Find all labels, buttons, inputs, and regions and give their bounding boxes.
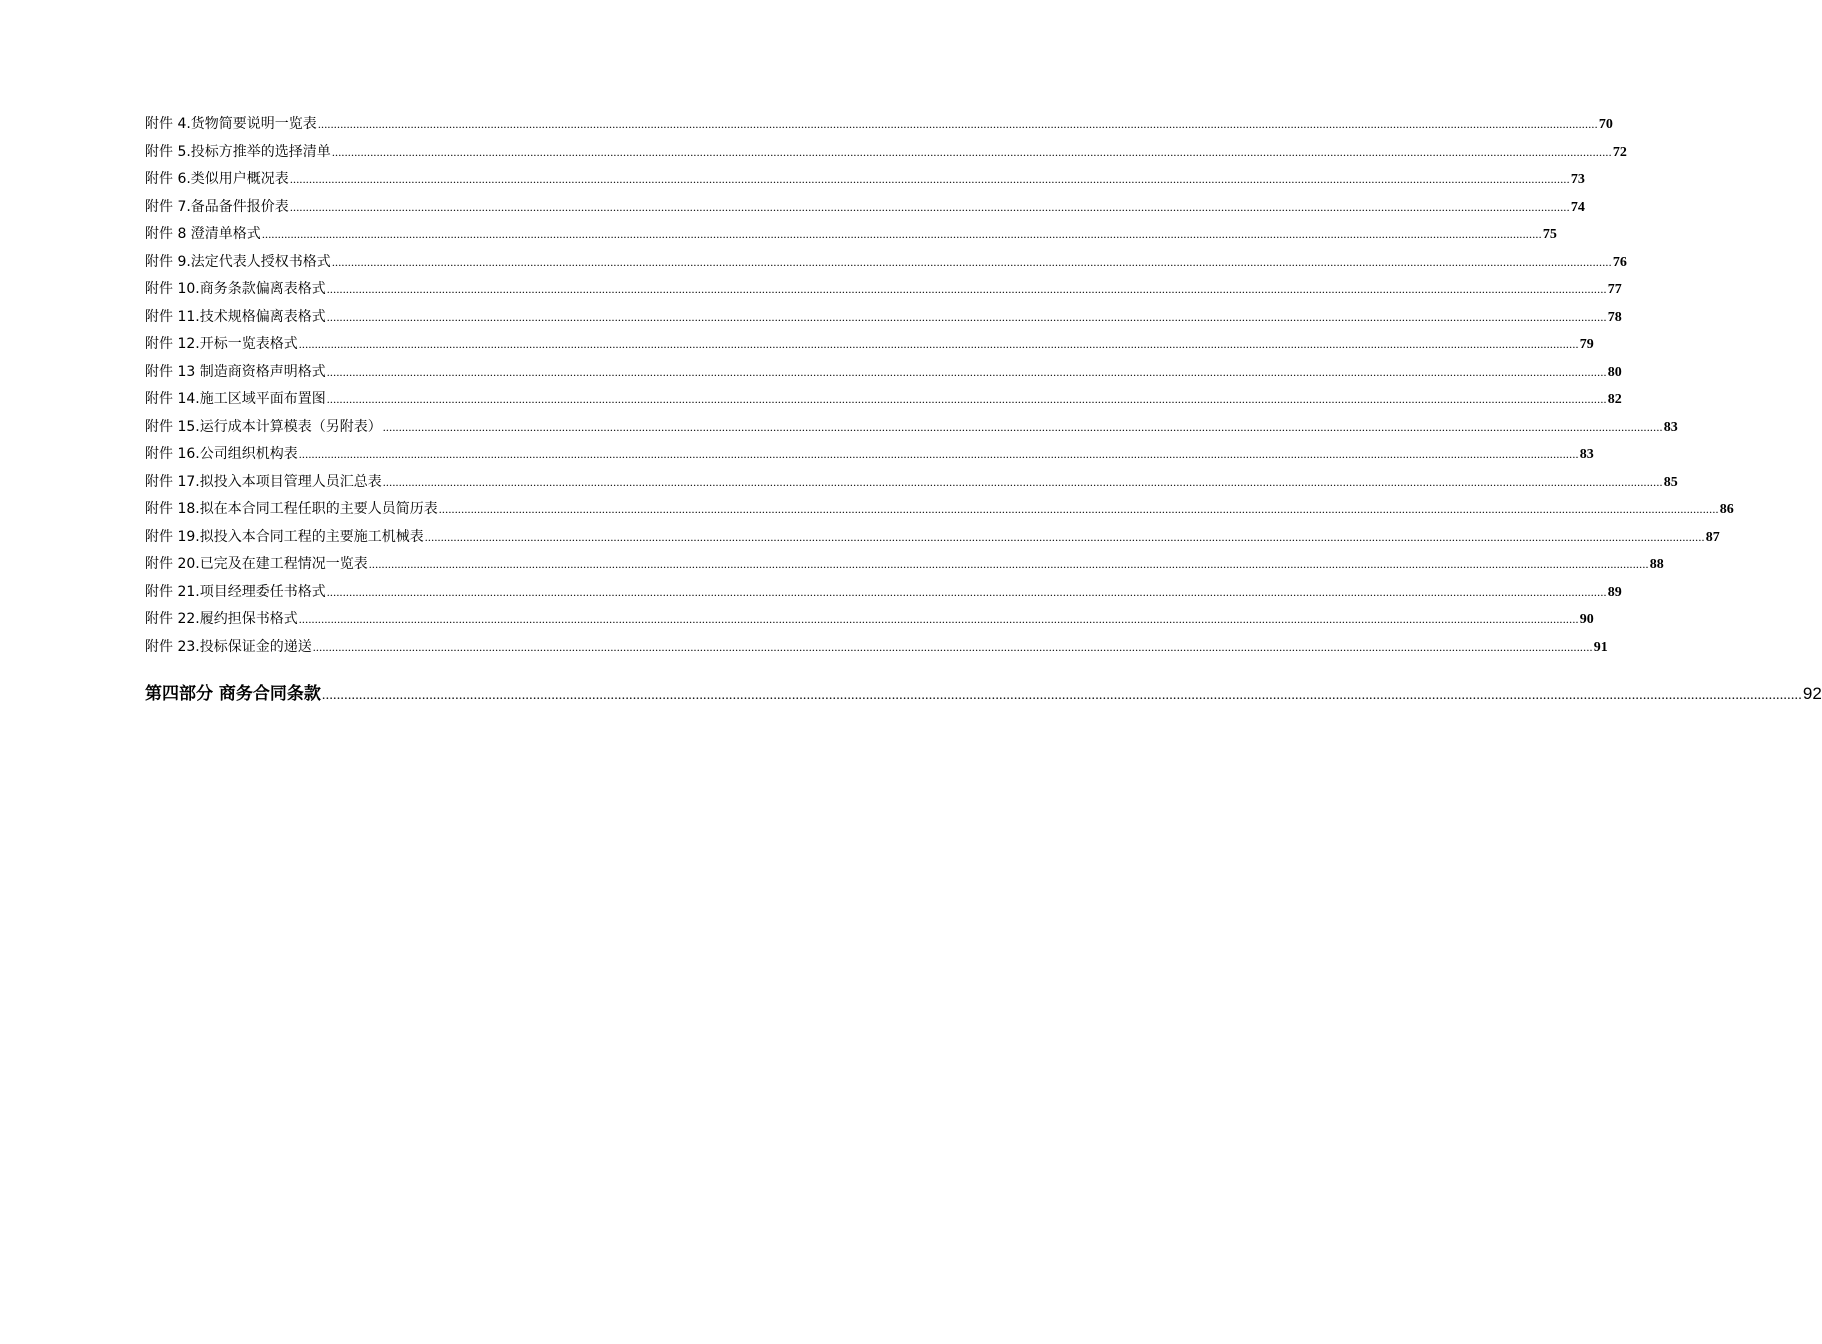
toc-entry-label: 附件 22.履约担保书格式 xyxy=(145,611,298,627)
toc-entry-page-number: 73 xyxy=(1570,172,1585,187)
toc-entry-page-number: 79 xyxy=(1579,337,1594,352)
toc-entry[interactable] xyxy=(145,634,1608,662)
toc-entry-page-number: 87 xyxy=(1705,529,1720,545)
toc-entry[interactable] xyxy=(145,579,1622,607)
toc-entry-page-number: 83 xyxy=(1579,447,1594,462)
toc-entry-page-number: 91 xyxy=(1593,639,1608,655)
toc-leader-dots: ................................................................................................................................................................................................................................................................................................................................................................................................................ xyxy=(321,688,1802,703)
toc-leader-dots: ................................................................................................................................................................................................................................................................................................................................................................................................................ xyxy=(289,199,1570,214)
toc-section-page-number: 92 xyxy=(1802,684,1822,703)
toc-entry-label: 附件 19.拟投入本合同工程的主要施工机械表 xyxy=(145,528,424,545)
toc-entry-page-number: 90 xyxy=(1579,612,1594,627)
toc-entry-page-number: 76 xyxy=(1612,254,1627,270)
toc-entry-label: 附件 6.类似用户概况表 xyxy=(145,171,289,187)
toc-leader-dots: ................................................................................................................................................................................................................................................................................................................................................................................................................ xyxy=(331,144,1612,159)
toc-leader-dots: ................................................................................................................................................................................................................................................................................................................................................................................................................ xyxy=(438,502,1719,516)
toc-leader-dots: ................................................................................................................................................................................................................................................................................................................................................................................................................ xyxy=(382,474,1663,489)
toc-entry[interactable] xyxy=(145,276,1622,304)
toc-entry[interactable] xyxy=(145,221,1557,249)
toc-entry-label: 附件 8 澄清单格式 xyxy=(145,226,261,242)
toc-entry-label: 附件 9.法定代表人授权书格式 xyxy=(145,253,331,270)
toc-leader-dots: ................................................................................................................................................................................................................................................................................................................................................................................................................ xyxy=(326,584,1607,599)
toc-entry-label: 附件 21.项目经理委任书格式 xyxy=(145,583,326,600)
toc-leader-dots: ................................................................................................................................................................................................................................................................................................................................................................................................................ xyxy=(326,392,1607,406)
toc-leader-dots: ................................................................................................................................................................................................................................................................................................................................................................................................................ xyxy=(312,639,1593,654)
toc-leader-dots: ................................................................................................................................................................................................................................................................................................................................................................................................................ xyxy=(261,227,1542,241)
table-of-contents xyxy=(145,111,1822,711)
toc-entry-label: 附件 10.商务条款偏离表格式 xyxy=(145,281,326,297)
toc-entry[interactable] xyxy=(145,304,1622,332)
toc-entry-page-number: 72 xyxy=(1612,144,1627,160)
toc-leader-dots: ................................................................................................................................................................................................................................................................................................................................................................................................................ xyxy=(368,557,1649,571)
toc-entry-page-number: 80 xyxy=(1607,364,1622,380)
toc-entry[interactable] xyxy=(145,496,1734,524)
toc-leader-dots: ................................................................................................................................................................................................................................................................................................................................................................................................................ xyxy=(326,282,1607,296)
toc-entry-page-number: 70 xyxy=(1598,117,1613,132)
toc-leader-dots: ................................................................................................................................................................................................................................................................................................................................................................................................................ xyxy=(317,117,1598,131)
toc-entry-page-number: 75 xyxy=(1542,227,1557,242)
toc-leader-dots: ................................................................................................................................................................................................................................................................................................................................................................................................................ xyxy=(298,447,1579,461)
toc-entry-page-number: 86 xyxy=(1719,502,1734,517)
toc-leader-dots: ................................................................................................................................................................................................................................................................................................................................................................................................................ xyxy=(326,309,1607,324)
toc-leader-dots: ................................................................................................................................................................................................................................................................................................................................................................................................................ xyxy=(424,529,1705,544)
toc-entry-label: 附件 23.投标保证金的递送 xyxy=(145,638,312,655)
toc-entry-page-number: 89 xyxy=(1607,584,1622,600)
toc-entries xyxy=(145,111,1734,661)
toc-entry-label: 附件 5.投标方推举的选择清单 xyxy=(145,143,331,160)
toc-entry[interactable] xyxy=(145,606,1594,634)
toc-entry-label: 附件 14.施工区域平面布置图 xyxy=(145,391,326,407)
toc-entry[interactable] xyxy=(145,139,1627,167)
toc-entry-page-number: 85 xyxy=(1663,474,1678,490)
toc-entry[interactable] xyxy=(145,194,1585,222)
toc-entry[interactable] xyxy=(145,386,1622,414)
toc-entry-page-number: 74 xyxy=(1570,199,1585,215)
toc-leader-dots: ................................................................................................................................................................................................................................................................................................................................................................................................................ xyxy=(326,364,1607,379)
toc-section-entry[interactable] xyxy=(145,677,1822,711)
toc-entry-label: 附件 18.拟在本合同工程任职的主要人员简历表 xyxy=(145,501,438,517)
toc-leader-dots: ................................................................................................................................................................................................................................................................................................................................................................................................................ xyxy=(331,254,1612,269)
toc-entry[interactable] xyxy=(145,524,1720,552)
toc-entry-label: 附件 17.拟投入本项目管理人员汇总表 xyxy=(145,473,382,490)
toc-entry[interactable] xyxy=(145,441,1594,469)
toc-section-label: 第四部分 商务合同条款 xyxy=(145,684,321,704)
toc-entry-page-number: 88 xyxy=(1649,557,1664,572)
toc-leader-dots: ................................................................................................................................................................................................................................................................................................................................................................................................................ xyxy=(298,612,1579,626)
toc-entry-page-number: 82 xyxy=(1607,392,1622,407)
toc-entry-label: 附件 4.货物简要说明一览表 xyxy=(145,116,317,132)
toc-entry-page-number: 78 xyxy=(1607,309,1622,325)
toc-entry-label: 附件 7.备品备件报价表 xyxy=(145,198,289,215)
toc-entry[interactable] xyxy=(145,249,1627,277)
toc-leader-dots: ................................................................................................................................................................................................................................................................................................................................................................................................................ xyxy=(298,337,1579,351)
toc-leader-dots: ................................................................................................................................................................................................................................................................................................................................................................................................................ xyxy=(382,419,1663,434)
toc-entry[interactable] xyxy=(145,331,1594,359)
toc-entry-label: 附件 15.运行成本计算模表（另附表） xyxy=(145,418,382,435)
toc-entry[interactable] xyxy=(145,414,1678,442)
toc-entry[interactable] xyxy=(145,551,1664,579)
toc-leader-dots: ................................................................................................................................................................................................................................................................................................................................................................................................................ xyxy=(289,172,1570,186)
toc-entry[interactable] xyxy=(145,469,1678,497)
toc-entry-label: 附件 11.技术规格偏离表格式 xyxy=(145,308,326,325)
toc-entry[interactable] xyxy=(145,359,1622,387)
toc-entry-label: 附件 12.开标一览表格式 xyxy=(145,336,298,352)
toc-entry-label: 附件 16.公司组织机构表 xyxy=(145,446,298,462)
toc-entry-page-number: 77 xyxy=(1607,282,1622,297)
toc-entry-page-number: 83 xyxy=(1663,419,1678,435)
toc-entry[interactable] xyxy=(145,111,1613,139)
toc-entry[interactable] xyxy=(145,166,1585,194)
toc-entry-label: 附件 20.已完及在建工程情况一览表 xyxy=(145,556,368,572)
toc-entry-label: 附件 13 制造商资格声明格式 xyxy=(145,363,326,380)
